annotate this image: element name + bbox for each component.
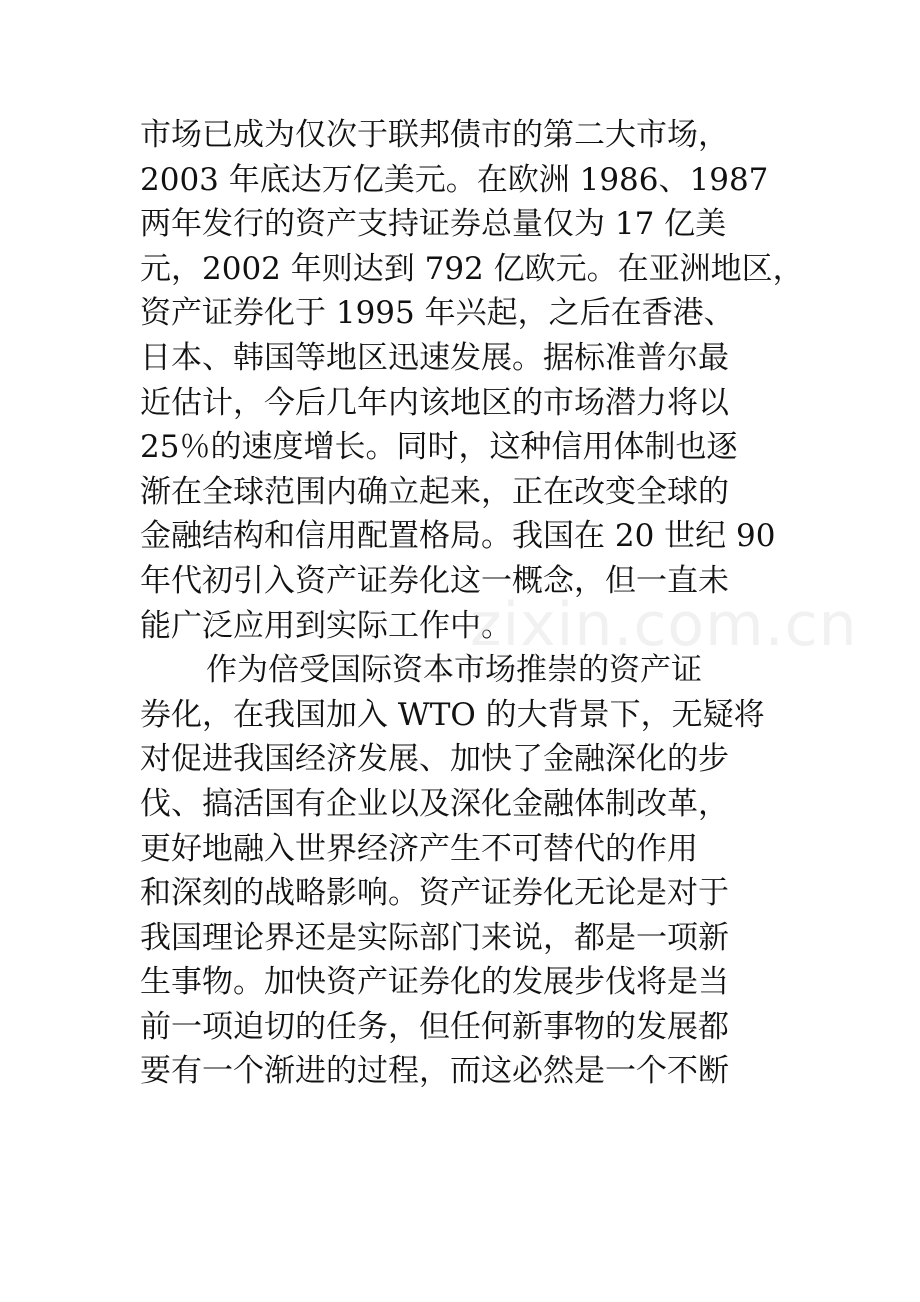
text-line: 元，2002 年则达到 792 亿欧元。在亚洲地区， [140, 250, 804, 287]
text-line: 对促进我国经济发展、加快了金融深化的步 [140, 741, 729, 778]
text-line: 金融结构和信用配置格局。我国在 20 世纪 90 [140, 518, 776, 555]
text-line: 伐、搞活国有企业以及深化金融体制改革， [140, 785, 729, 822]
text-line: 近估计，今后几年内该地区的市场潜力将以 [140, 384, 729, 421]
text-line: 25％的速度增长。同时，这种信用体制也逐 [140, 429, 738, 466]
text-line: 前一项迫切的任务，但任何新事物的发展都 [140, 1008, 729, 1045]
text-line: 要有一个渐进的过程，而这必然是一个不断 [140, 1053, 729, 1090]
text-line: 资产证券化于 1995 年兴起，之后在香港、 [140, 295, 735, 332]
text-line: 年代初引入资产证券化这一概念，但一直未 [140, 562, 729, 599]
text-line: 2003 年底达万亿美元。在欧洲 1986、1987 [140, 161, 769, 198]
text-line: 日本、韩国等地区迅速发展。据标准普尔最 [140, 339, 729, 376]
text-line: 两年发行的资产支持证券总量仅为 17 亿美 [140, 206, 727, 243]
watermark: zixin.com.cn [470, 590, 858, 660]
body-text [140, 113, 804, 1094]
text-line: 渐在全球范围内确立起来，正在改变全球的 [140, 473, 729, 510]
text-line: 和深刻的战略影响。资产证券化无论是对于 [140, 875, 729, 912]
text-line: 券化，在我国加入 WTO 的大背景下，无疑将 [140, 696, 765, 733]
paragraph-start-line: 作为倍受国际资本市场推崇的资产证 [206, 652, 702, 689]
text-line: 生事物。加快资产证券化的发展步伐将是当 [140, 964, 729, 1001]
text-line: 更好地融入世界经济产生不可替代的作用 [140, 830, 698, 867]
text-line: 能广泛应用到实际工作中。 [140, 607, 512, 644]
text-line: 市场已成为仅次于联邦债市的第二大市场， [140, 117, 729, 153]
text-line: 我国理论界还是实际部门来说，都是一项新 [140, 919, 729, 956]
